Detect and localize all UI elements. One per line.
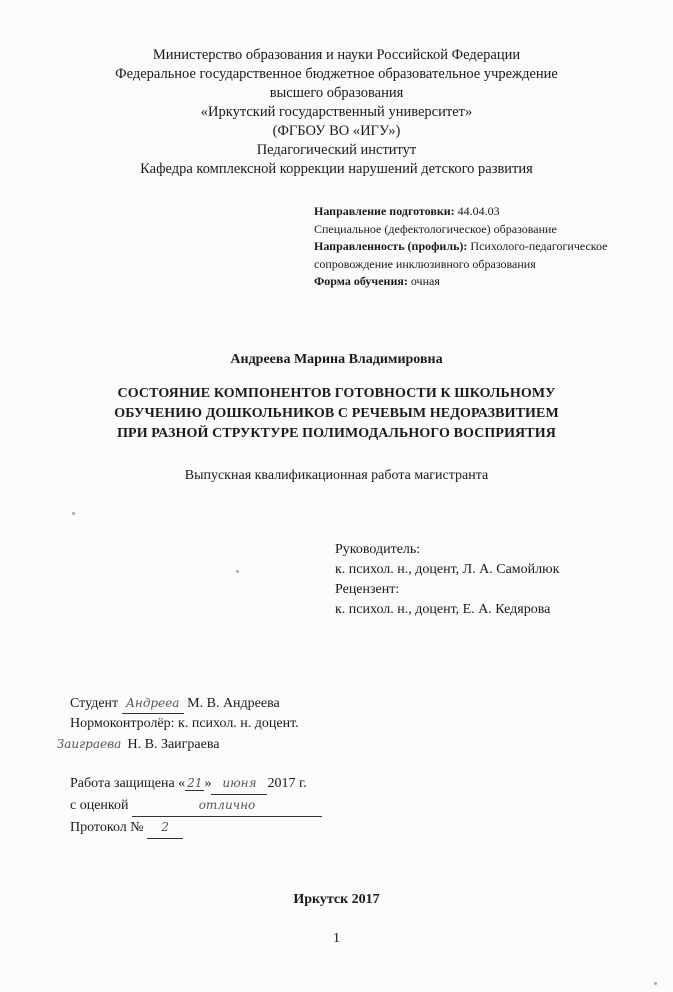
reviewer-value: к. психол. н., доцент, Е. А. Кедярова	[335, 602, 551, 617]
signatures-block	[56, 693, 299, 755]
header-line: Министерство образования и науки Российской Федерации	[152, 47, 521, 63]
header-line: Педагогический институт	[256, 142, 417, 158]
page-number: 1	[333, 931, 340, 946]
supervisor-value: к. психол. н., доцент, Л. А. Самойлюк	[335, 562, 560, 577]
protocol-label: Протокол №	[70, 820, 144, 835]
city-year: Иркутск 2017	[293, 892, 380, 907]
student-signature: Андрееа	[122, 693, 184, 714]
header-line: Федеральное государственное бюджетное образовательное учреждение	[115, 66, 558, 82]
normcontrol-label: Нормоконтролёр: к. психол. н. доцент.	[70, 716, 299, 731]
work-type: Выпускная квалификационная работа магистранта	[184, 468, 489, 483]
protocol-value: 2	[147, 817, 183, 839]
reviewer-label: Рецензент:	[335, 582, 400, 597]
direction-name: Специальное (дефектологическое) образование	[314, 221, 557, 236]
study-form-label: Форма обучения:	[314, 274, 408, 288]
defended-year: 2017 г.	[267, 776, 307, 791]
student-label: Студент	[70, 696, 119, 711]
profile-value: Психолого-педагогическое сопровождение инклюзивного образования	[314, 239, 608, 271]
direction-code: 44.04.03	[454, 204, 500, 218]
header-line: (ФГБОУ ВО «ИГУ»)	[272, 123, 401, 139]
direction-label: Направление подготовки:	[314, 204, 455, 218]
author-name: Андреева Марина Владимировна	[230, 352, 443, 367]
normcontrol-signature: Заиграева	[56, 737, 122, 751]
ministry-header	[0, 46, 673, 179]
header-line: Кафедра комплексной коррекции нарушений детского развития	[140, 161, 533, 177]
grade-label: с оценкой	[70, 798, 129, 813]
title-line: СОСТОЯНИЕ КОМПОНЕНТОВ ГОТОВНОСТИ К ШКОЛЬНОМУ	[117, 386, 556, 401]
defended-day: 21	[187, 776, 203, 790]
thesis-title	[0, 384, 673, 444]
study-direction-block	[314, 203, 614, 291]
supervisor-label: Руководитель:	[335, 542, 421, 557]
defended-month: июня	[211, 773, 267, 795]
header-line: высшего образования	[269, 85, 404, 101]
defense-block: Работа защищена « 21 » июня 2017 г. с оценкой отлично Протокол № 2	[70, 773, 322, 839]
supervisors-block	[335, 540, 559, 620]
scan-speck	[236, 570, 239, 573]
header-line: «Иркутский государственный университет»	[200, 104, 473, 120]
grade-value: отлично	[132, 795, 322, 817]
study-form-value: очная	[407, 274, 440, 288]
student-name: М. В. Андреева	[187, 696, 280, 711]
defended-prefix: Работа защищена «	[70, 776, 186, 791]
normcontrol-name: Н. В. Заиграева	[127, 737, 220, 752]
profile-label: Направленность (профиль):	[314, 239, 468, 253]
scan-speck	[72, 512, 75, 515]
title-line: ПРИ РАЗНОЙ СТРУКТУРЕ ПОЛИМОДАЛЬНОГО ВОСПРИЯТИЯ	[117, 426, 556, 441]
scan-speck	[654, 982, 657, 985]
title-line: ОБУЧЕНИЮ ДОШКОЛЬНИКОВ С РЕЧЕВЫМ НЕДОРАЗВИТИЕМ	[114, 406, 559, 421]
